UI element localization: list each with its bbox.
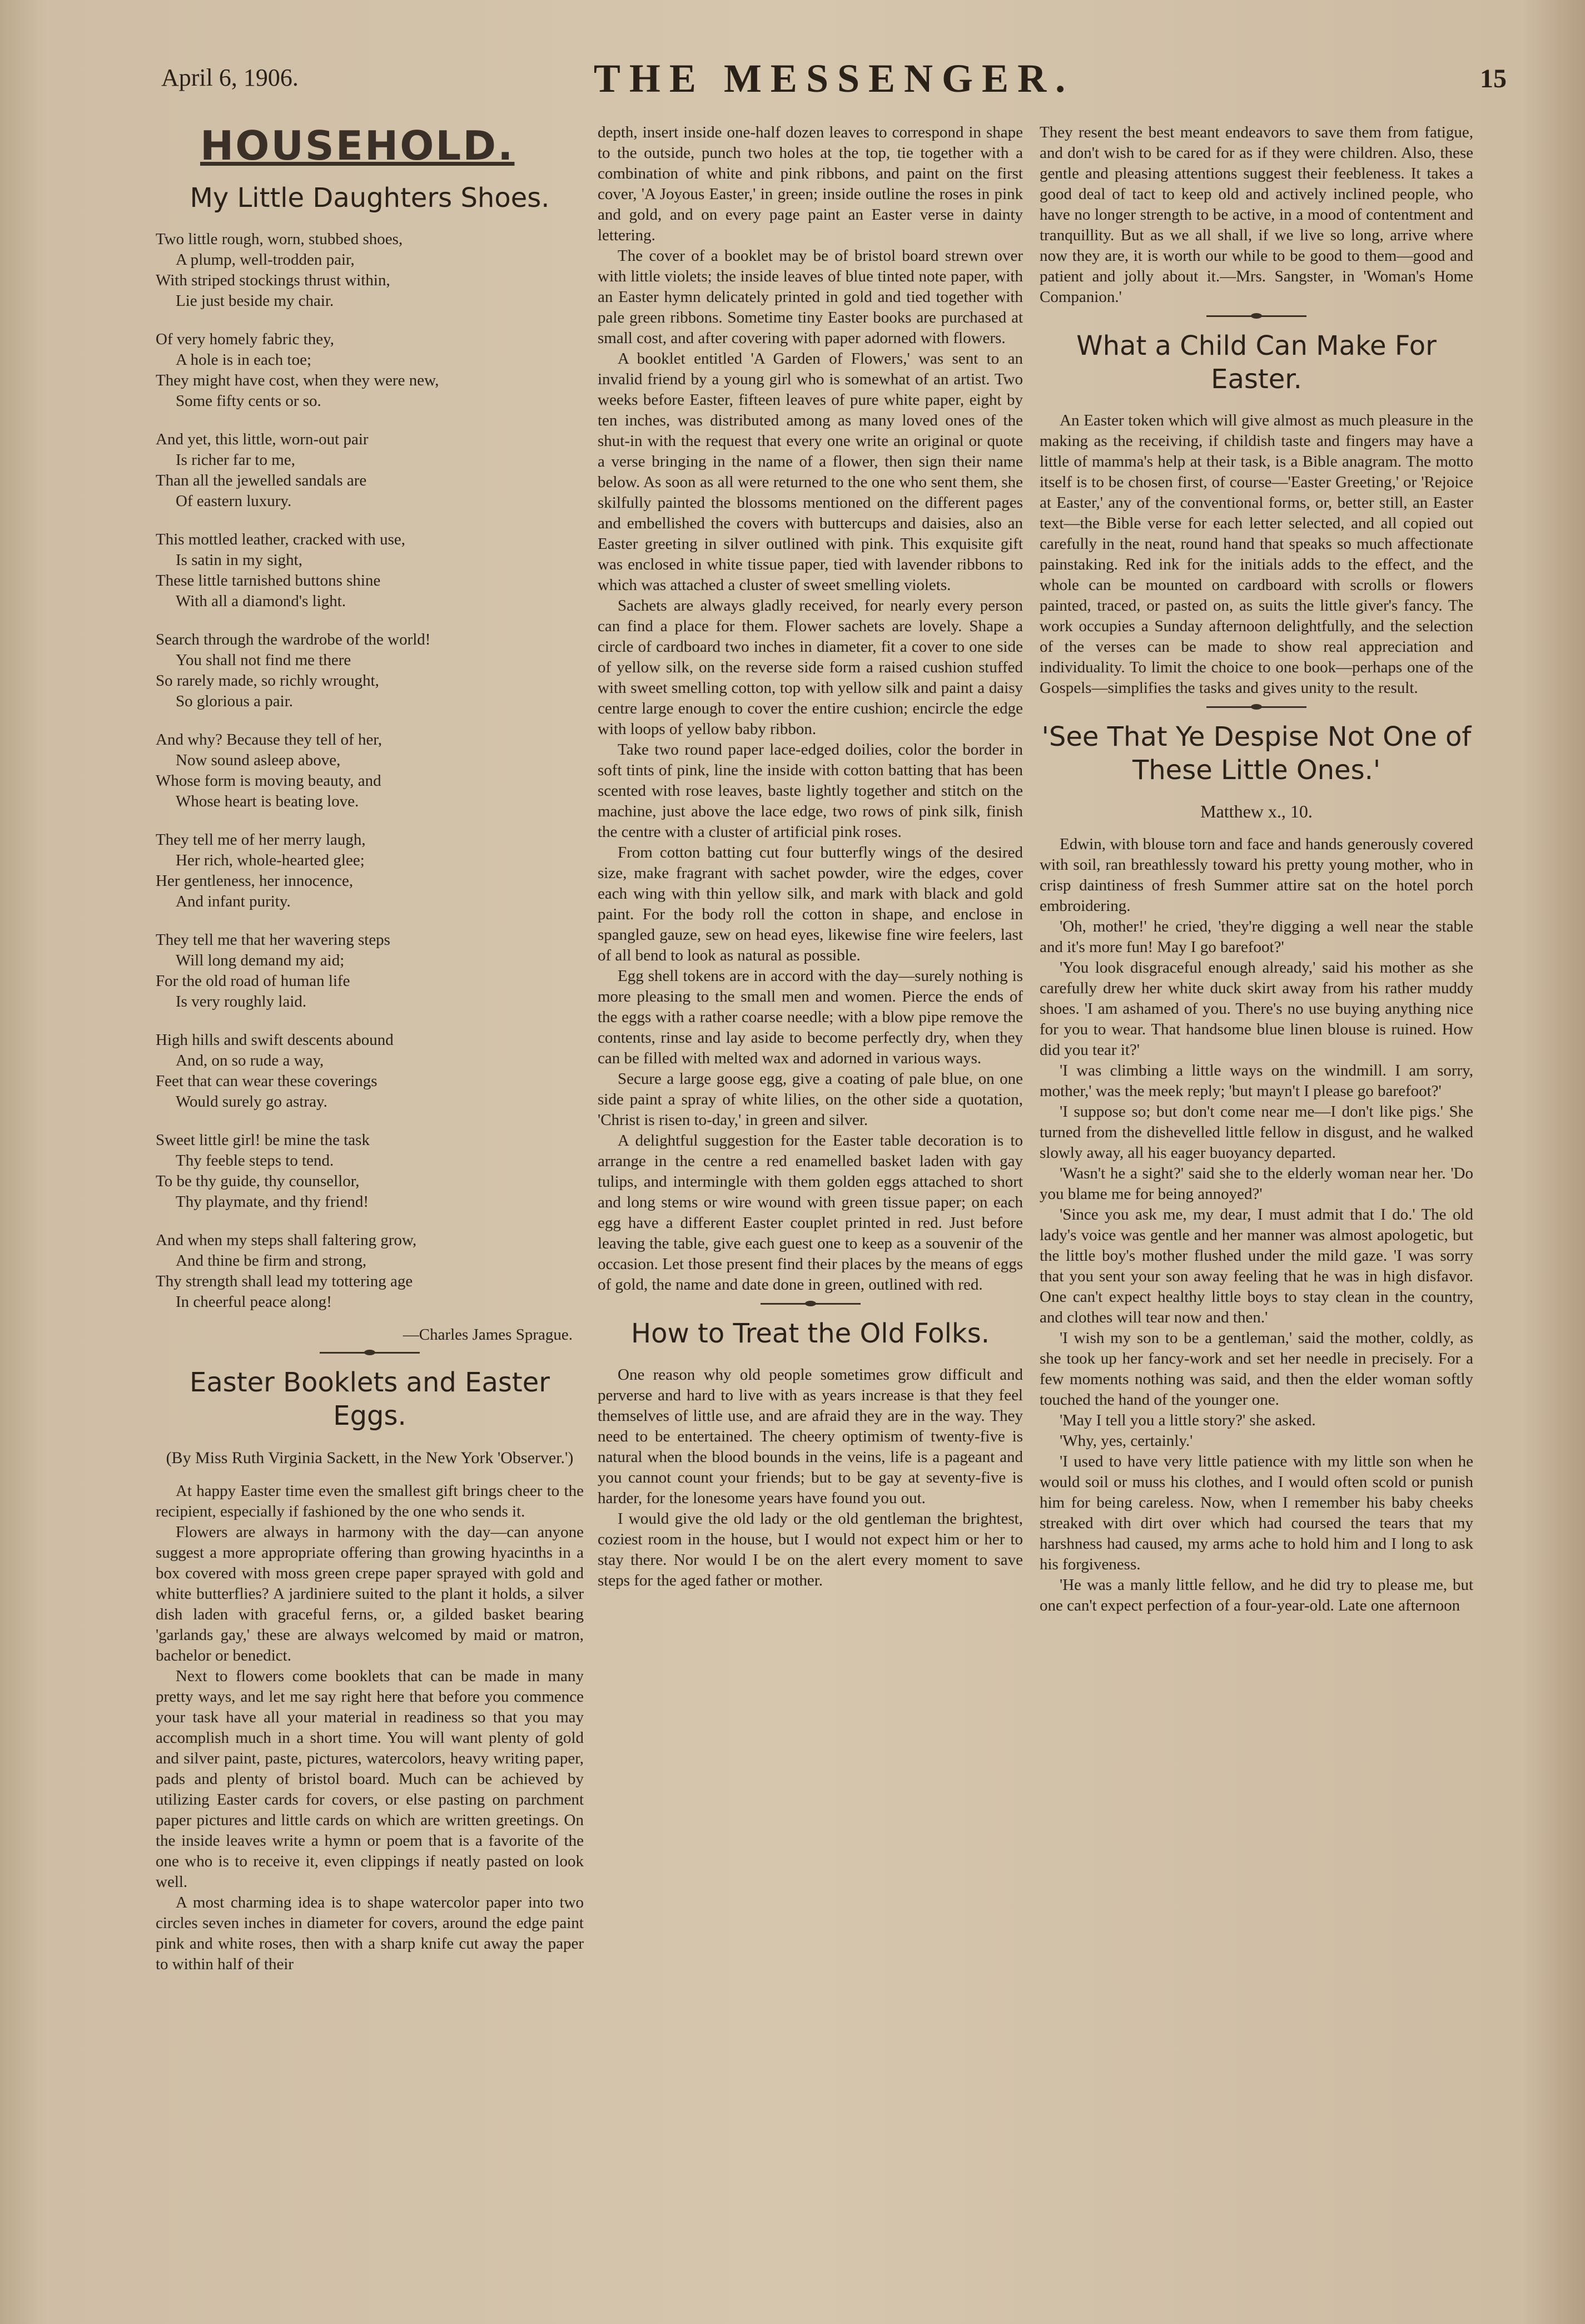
page-number: 15 [1480, 64, 1507, 93]
poem-stanza [156, 1130, 584, 1212]
poem-line: Is very roughly laid. [176, 993, 307, 1010]
paragraph: A most charming idea is to shape watercolor paper into two circles seven inches in diameter for covers, around the edge paint pink and white roses, then with a sharp knife cut away the paper to within half of their [156, 1894, 584, 1973]
paragraph: 'Why, yes, certainly.' [1060, 1432, 1193, 1450]
poem-line: And yet, this little, worn-out pair [156, 430, 369, 448]
paragraph: 'He was a manly little fellow, and he did try to please me, but one can't expect perfection of a four-year-old. Late one afternoon [1040, 1576, 1473, 1614]
poem-line: So glorious a pair. [176, 692, 294, 710]
poem-stanza [156, 229, 584, 311]
paragraph: Next to flowers come booklets that can be made in many pretty ways, and let me say right here that before you commence your task have all your material in readiness so that you may accomplish much in a short time. You will want plenty of gold and silver paint, paste, pictures, watercolors, heavy writing paper, pads and plenty of bristol board. Much can be achieved by utilizing Easter cards for covers, or else pasting on parchment paper pictures and little cards on which are written greetings. On the inside leaves write a hymn or poem that is a favorite of the one who is to receive it, even clippings if neatly pasted on look well. [156, 1667, 584, 1891]
paragraph: A delightful suggestion for the Easter table decoration is to arrange in the centre a red enamelled basket laden with gay tulips, and intermingle with them golden eggs attached to short and long stems or wire wound with green tissue paper; on each egg have a different Easter couplet printed in red. Just before leaving the table, give each guest one to keep as a souvenir of the occasion. Let those present find their places by the means of eggs of gold, the name and date done in green, outlined with red. [598, 1132, 1023, 1294]
poem-line: Whose form is moving beauty, and [156, 772, 381, 790]
poem-line: They tell me of her merry laugh, [156, 831, 366, 849]
paragraph: 'Since you ask me, my dear, I must admit that I do.' The old lady's voice was gentle and her manner was almost apologetic, but the little boy's mother flushed under the mild gaze. 'I was sorry that you sent your son away feeling that he was in high disfavor. One can't expect healthy little boys to stay clean in the country, and clothes will tear now and then.' [1040, 1206, 1473, 1326]
poem-line: And infant purity. [176, 893, 291, 910]
paragraph: From cotton batting cut four butterfly wings of the desired size, make fragrant with sachet powder, wire the edges, cover each wing with thin yellow silk, and mark with black and gold paint. For the body roll the cotton in shape, and enclose in spangled gauze, sew on head eyes, likewise fine wire feelers, last of all bend to look as natural as possible. [598, 844, 1023, 964]
poem-stanza [156, 529, 584, 612]
poem-line: Search through the wardrobe of the world! [156, 631, 431, 648]
department-heading: HOUSEHOLD. [200, 122, 515, 169]
article-body-continued [1040, 122, 1473, 308]
poem-stanza [156, 429, 584, 512]
paragraph: Egg shell tokens are in accord with the day—surely nothing is more pleasing to the small men and women. Pierce the ends of the eggs with a rather coarse needle; with a blow pipe remove the contents, rinse and lay aside to become perfectly dry, when they can be filled with melted wax and adorned in various ways. [598, 967, 1023, 1067]
paragraph: Take two round paper lace-edged doilies, color the border in soft tints of pink, line the inside with cotton batting that has been scented with rose leaves, baste lightly together and stitch on the machine, just above the lace edge, two rows of pink silk, finish the centre with a cluster of artificial pink roses. [598, 741, 1023, 841]
scripture-citation: Matthew x., 10. [1200, 801, 1313, 821]
paragraph: The cover of a booklet may be of bristol board strewn over with little violets; the inside leaves of blue tinted note paper, with an Easter hymn delicately printed in gold and tied together with pale green ribbons. Sometime tiny Easter books are purchased at small cost, and after covering with paper adorned with flowers. [598, 247, 1023, 347]
poem-stanza [156, 830, 584, 912]
paragraph: Secure a large goose egg, give a coating of pale blue, on one side paint a spray of white lilies, on the other side a quotation, 'Christ is risen to-day,' in green and silver. [598, 1070, 1023, 1129]
article-byline: (By Miss Ruth Virginia Sackett, in the New York 'Observer.') [166, 1449, 574, 1467]
poem-author: —Charles James Sprague. [403, 1326, 573, 1344]
poem-line: In cheerful peace along! [176, 1293, 332, 1311]
poem-line: Feet that can wear these coverings [156, 1072, 377, 1090]
paragraph: 'Oh, mother!' he cried, 'they're digging a well near the stable and it's more fun! May I go barefoot?' [1040, 918, 1473, 956]
poem-line: They might have cost, when they were new, [156, 371, 439, 389]
poem-line: Is satin in my sight, [176, 551, 302, 569]
article-body [1040, 410, 1473, 698]
poem-line: Some fifty cents or so. [176, 392, 321, 410]
poem-stanza [156, 930, 584, 1012]
article-body [156, 1481, 584, 1975]
paragraph: A booklet entitled 'A Garden of Flowers,' was sent to an invalid friend by a young girl who is somewhat of an artist. Two weeks before Easter, fifteen leaves of pure white paper, eight by ten inches, was distributed among as many loved ones of the shut-in with the request that every one write an original or quote a verse bringing in the name of a flower, then sign their name below. As soon as all were returned to the one who sent them, she skilfully painted the blossoms mentioned on the different pages and embellished the covers with buttercups and daisies, also an Easter greeting in silver outlined with pink. This exquisite gift was enclosed in white tissue paper, tied with lavender ribbons to which was attached a cluster of sweet smelling violets. [598, 350, 1023, 594]
poem-line: A plump, well-trodden pair, [176, 251, 355, 269]
poem-line: Is richer far to me, [176, 451, 295, 469]
poem-line: Will long demand my aid; [176, 952, 345, 969]
poem-stanza [156, 730, 584, 812]
paragraph: One reason why old people sometimes grow difficult and perverse and hard to live with as years increase is that they feel themselves of little use, and are afraid they are in the way. They need to be entertained. The cheery optimism of twenty-five is natural when the blood bounds in the veins, life is a pageant and you cannot count your friends; but to be gay at seventy-five is harder, for the lonesome years have found you out. [598, 1366, 1023, 1507]
poem-stanza [156, 1230, 584, 1312]
paragraph: depth, insert inside one-half dozen leaves to correspond in shape to the outside, punch two holes at the top, tie together with a combination of white and pink ribbons, and paint on the first cover, 'A Joyous Easter,' in green; inside outline the roses in pink and gold, and on every page paint an Easter verse in dainty lettering. [598, 123, 1023, 244]
poem-line: And, on so rude a way, [176, 1052, 324, 1069]
poem-stanza [156, 630, 584, 712]
paragraph: An Easter token which will give almost as much pleasure in the making as the receiving, if childish taste and fingers may have a little of mamma's help at their task, is a Bible anagram. The motto itself is to be chosen first, of course—'Easter Greeting,' or 'Rejoice at Easter,' any of the conventional forms, or, better still, an Easter text—the Bible verse for each letter selected, and all copied out carefully in the neat, round hand that speaks so much affectionate painstaking. Red ink for the initials adds to the effect, and the whole can be mounted on cardboard with scrolls or flowers painted, traced, or pasted on, as suits the little giver's fancy. The work occupies a Sunday afternoon delightfully, and the selection of the verses can be made to show real appreciation and individuality. To limit the choice to one book—perhaps one of the Gospels—simplifies the tasks and gives unity to the result. [1040, 412, 1473, 697]
poem-line: With striped stockings thrust within, [156, 271, 390, 289]
column-2 [598, 122, 1023, 2169]
poem-line: You shall not find me there [176, 651, 351, 669]
poem-stanza [156, 1030, 584, 1112]
column-3 [1040, 122, 1473, 2169]
poem-line: To be thy guide, thy counsellor, [156, 1172, 360, 1190]
poem-line: And when my steps shall faltering grow, [156, 1231, 417, 1249]
poem-line: Thy playmate, and thy friend! [176, 1193, 369, 1211]
poem-line: Thy feeble steps to tend. [176, 1152, 334, 1170]
poem-line: Of eastern luxury. [176, 492, 292, 510]
section-divider [320, 1352, 420, 1354]
paragraph: 'I wish my son to be a gentleman,' said the mother, coldly, as she took up her fancy-work and set her needle in precisely. For a few moments nothing was said, and then the elder woman softly touched the hand of the younger one. [1040, 1329, 1473, 1409]
poem-stanza [156, 329, 584, 412]
paragraph: 'Wasn't he a sight?' said she to the elderly woman near her. 'Do you blame me for being annoyed?' [1040, 1165, 1473, 1203]
poem-line: For the old road of human life [156, 972, 350, 990]
paragraph: 'You look disgraceful enough already,' said his mother as she carefully drew her white duck skirt away from his rather muddy shoes. 'I am ashamed of you. There's no use buying anything nice for you to wear. That handsome blue linen blouse is ruined. How did you tear it?' [1040, 959, 1473, 1059]
article-body-continued [598, 122, 1023, 1295]
article-title-old-folks: How to Treat the Old Folks. [631, 1318, 990, 1349]
poem-line: Now sound asleep above, [176, 751, 341, 769]
newspaper-title: THE MESSENGER. [593, 56, 1075, 101]
paragraph: 'I suppose so; but don't come near me—I don't like pigs.' She turned from the dishevelled little fellow in disgust, and he walked slowly away, all his eager buoyancy departed. [1040, 1103, 1473, 1162]
poem-line: And why? Because they tell of her, [156, 731, 382, 749]
section-divider [1206, 315, 1306, 317]
poem-title: My Little Daughters Shoes. [190, 182, 550, 214]
column-1 [156, 122, 584, 2169]
poem-line: Would surely go astray. [176, 1093, 327, 1111]
paragraph: Sachets are always gladly received, for nearly every person can find a place for them. Flower sachets are lovely. Shape a circle of cardboard two inches in diameter, fit a cover to one side of yellow silk, on the reverse side form a raised cushion stuffed with sweet smelling cotton, top with yellow silk and paint a daisy centre large enough to cover the entire cushion; encircle the edge with loops of yellow baby ribbon. [598, 597, 1023, 738]
article-title-child-easter: What a Child Can Make For Easter. [1076, 330, 1437, 395]
poem-line: Whose heart is beating love. [176, 792, 359, 810]
article-title-easter-booklets: Easter Booklets and Easter Eggs. [190, 1367, 550, 1431]
poem-line: This mottled leather, cracked with use, [156, 531, 405, 548]
poem-line: Her rich, whole-hearted glee; [176, 851, 365, 869]
poem-line: These little tarnished buttons shine [156, 572, 381, 589]
paragraph: 'I was climbing a little ways on the windmill. I am sorry, mother,' was the meek reply; 'but mayn't I please go barefoot?' [1040, 1062, 1473, 1100]
masthead [161, 56, 1507, 117]
article-body [1040, 834, 1473, 1616]
poem-line: And thine be firm and strong, [176, 1252, 367, 1270]
paragraph: They resent the best meant endeavors to save them from fatigue, and don't wish to be cared for as if they were children. Also, these gentle and pleasing attentions suggest their feebleness. It takes a good deal of tact to keep old and actively inclined people, who have no longer strength to be active, in a mood of contentment and tranquillity. But as we all shall, if we live so long, arrive where now they are, it is worth our while to be good to them—good and patient and jolly about it.—Mrs. Sangster, in 'Woman's Home Companion.' [1040, 123, 1473, 306]
paragraph: 'I used to have very little patience with my little son when he would soil or muss his clothes, and I would often scold or punish him for being careless. Now, when I remember his baby cheeks streaked with dirt over which had coursed the tears that my harshness had caused, my arms ache to hold him and I long to ask his forgiveness. [1040, 1453, 1473, 1573]
poem-line: A hole is in each toe; [176, 351, 312, 369]
poem-line: Sweet little girl! be mine the task [156, 1131, 370, 1149]
paragraph: Edwin, with blouse torn and face and hands generously covered with soil, ran breathlessly toward his pretty young mother, who in crisp daintiness of fresh Summer attire sat on the hotel porch embroidering. [1040, 835, 1473, 915]
poem-line: Two little rough, worn, stubbed shoes, [156, 230, 403, 248]
article-body [598, 1365, 1023, 1591]
article-title-despise-not: 'See That Ye Despise Not One of These Little Ones.' [1041, 721, 1472, 786]
poem-line: They tell me that her wavering steps [156, 931, 390, 949]
poem-line: Thy strength shall lead my tottering age [156, 1272, 413, 1290]
poem-line: Lie just beside my chair. [176, 292, 334, 310]
paragraph: 'May I tell you a little story?' she asked. [1060, 1411, 1316, 1429]
poem-line: Of very homely fabric they, [156, 330, 335, 348]
poem-line: Her gentleness, her innocence, [156, 872, 354, 890]
paragraph: At happy Easter time even the smallest gift brings cheer to the recipient, especially if fashioned by the one who sends it. [156, 1482, 584, 1520]
poem-line: So rarely made, so richly wrought, [156, 672, 379, 690]
poem-line: Than all the jewelled sandals are [156, 472, 367, 489]
poem-line: With all a diamond's light. [176, 592, 346, 610]
section-divider [1206, 706, 1306, 708]
section-divider [761, 1303, 861, 1305]
paragraph: I would give the old lady or the old gentleman the brightest, coziest room in the house, but I would not expect him or her to stay there. Nor would I be on the alert every moment to save steps for the aged father or mother. [598, 1510, 1023, 1589]
paragraph: Flowers are always in harmony with the day—can anyone suggest a more appropriate offering than growing hyacinths in a box covered with moss green crepe paper sprayed with gold and white butterflies? A jardiniere suited to the plant it holds, a silver dish laden with graceful ferns, or, a gilded basket bearing 'garlands gay,' these are always welcomed by maid or matron, bachelor or benedict. [156, 1523, 584, 1664]
poem-body [156, 229, 584, 1312]
poem-line: High hills and swift descents abound [156, 1031, 394, 1049]
issue-date: April 6, 1906. [161, 64, 299, 91]
